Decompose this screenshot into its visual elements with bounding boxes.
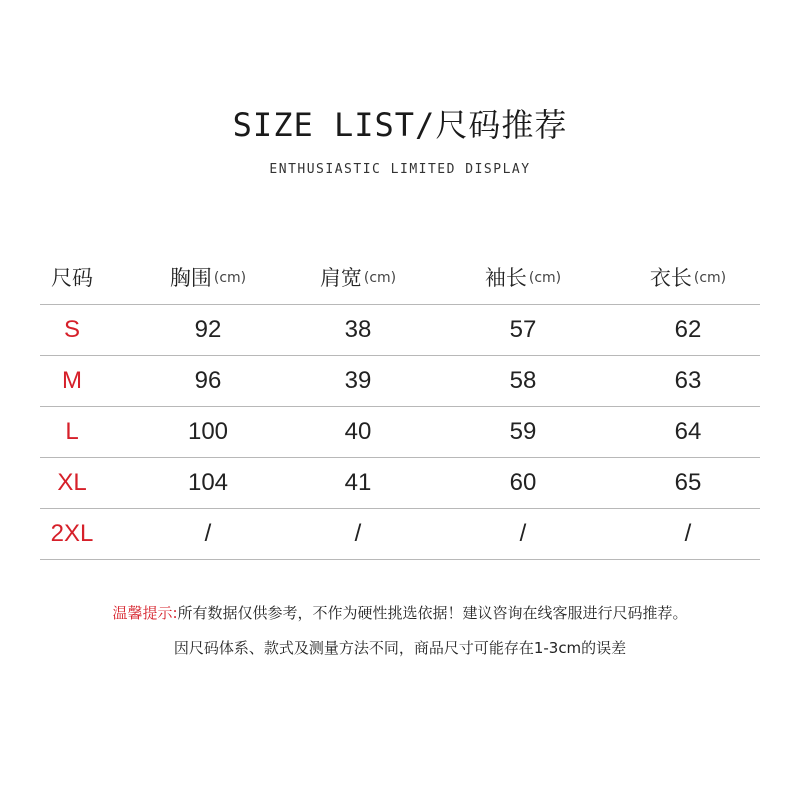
header-length-unit: (cm): [693, 270, 727, 286]
header-sleeve: [463, 250, 583, 304]
table-header-row: [40, 250, 760, 305]
chest-cell: 100: [187, 418, 229, 445]
header-chest: [148, 250, 268, 304]
table-row: [40, 407, 760, 458]
notice-text-1: 所有数据仅供参考，不作为硬性挑选依据！建议咨询在线客服进行尺码推荐。: [177, 604, 688, 622]
shoulder-cell: 40: [344, 418, 372, 445]
length-cell: 65: [674, 469, 702, 496]
header-chest-unit: (cm): [213, 270, 247, 286]
header-sleeve-unit: (cm): [528, 270, 562, 286]
header-shoulder-unit: (cm): [363, 270, 397, 286]
table-row: [40, 458, 760, 509]
size-cell: XL: [57, 469, 87, 496]
size-cell: L: [65, 418, 79, 445]
size-cell: M: [62, 367, 82, 394]
shoulder-cell: /: [354, 520, 362, 547]
header-size-label: 尺码: [51, 266, 93, 290]
size-table: [40, 250, 760, 560]
chest-cell: /: [204, 520, 212, 547]
size-cell: 2XL: [50, 520, 94, 547]
notice-line-2: 因尺码体系、款式及测量方法不同，商品尺寸可能存在1-3cm的误差: [173, 639, 627, 657]
length-cell: 62: [674, 316, 702, 343]
header-length-label: 衣长: [649, 266, 692, 290]
shoulder-cell: 38: [344, 316, 372, 343]
length-cell: 64: [674, 418, 702, 445]
length-cell: /: [684, 520, 692, 547]
notice-line-1: [0, 602, 800, 623]
table-row: [40, 509, 760, 560]
header-chest-label: 胸围: [169, 266, 212, 290]
length-cell: 63: [674, 367, 702, 394]
notice-label: 温馨提示:: [112, 604, 178, 622]
header-length: [628, 250, 748, 304]
sleeve-cell: 59: [509, 418, 537, 445]
chest-cell: 92: [194, 316, 222, 343]
header-shoulder-label: 肩宽: [319, 266, 362, 290]
table-row: [40, 356, 760, 407]
header-sleeve-label: 袖长: [484, 266, 527, 290]
header-shoulder: [298, 250, 418, 304]
size-cell: S: [63, 316, 80, 343]
table-row: [40, 305, 760, 356]
sleeve-cell: 60: [509, 469, 537, 496]
chest-cell: 104: [187, 469, 229, 496]
shoulder-cell: 39: [344, 367, 372, 394]
sleeve-cell: /: [519, 520, 527, 547]
sleeve-cell: 58: [509, 367, 537, 394]
shoulder-cell: 41: [344, 469, 372, 496]
sleeve-cell: 57: [509, 316, 537, 343]
chest-cell: 96: [194, 367, 222, 394]
page-subtitle: ENTHUSIASTIC LIMITED DISPLAY: [269, 162, 531, 177]
header-size: [40, 250, 104, 304]
page-title: SIZE LIST/尺码推荐: [232, 106, 568, 144]
